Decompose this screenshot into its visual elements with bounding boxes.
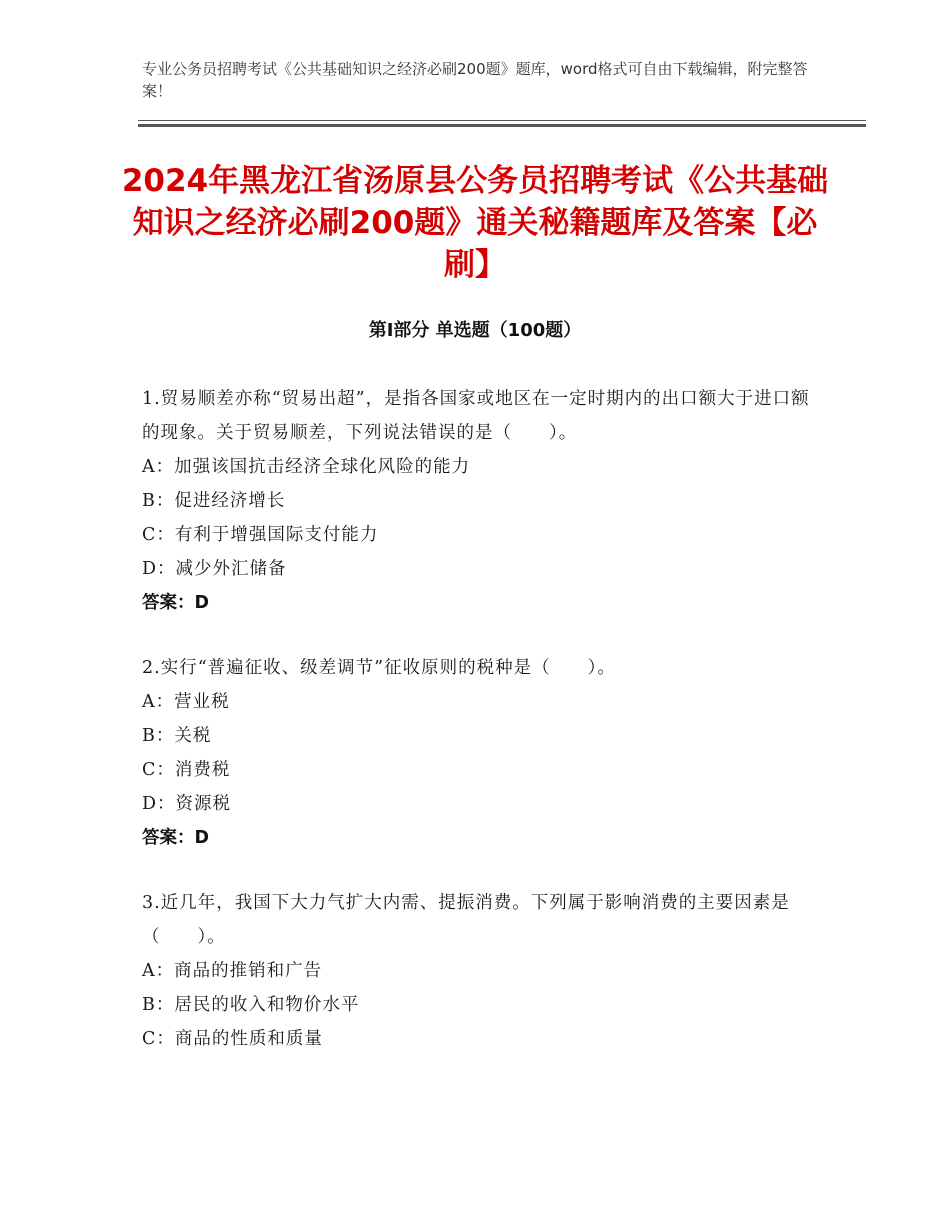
question-text: 2.实行“普遍征收、级差调节”征收原则的税种是（ ）。 (142, 658, 616, 678)
question-3 (142, 886, 812, 1056)
question-1 (142, 382, 812, 620)
answer: 答案：D (142, 593, 210, 613)
option-c: C：有利于增强国际支付能力 (142, 525, 379, 545)
question-list (142, 382, 812, 1087)
option-d: D：资源税 (142, 794, 232, 814)
header-divider-thin (138, 120, 866, 121)
answer: 答案：D (142, 828, 210, 848)
option-a: A：营业税 (142, 692, 230, 712)
option-b: B：关税 (142, 726, 212, 746)
option-b: B：促进经济增长 (142, 491, 286, 511)
section-title: 第I部分 单选题（100题） (368, 320, 582, 341)
option-c: C：商品的性质和质量 (142, 1029, 323, 1049)
document-title: 2024年黑龙江省汤原县公务员招聘考试《公共基础知识之经济必刷200题》通关秘籍题库及答案【必刷】 (121, 163, 829, 283)
header-divider-thick (138, 124, 866, 127)
option-a: A：加强该国抗击经济全球化风险的能力 (142, 457, 471, 477)
question-2 (142, 651, 812, 855)
option-b: B：居民的收入和物价水平 (142, 995, 360, 1015)
header-note: 专业公务员招聘考试《公共基础知识之经济必刷200题》题库，word格式可自由下载编辑，附完整答案！ (142, 60, 808, 100)
question-text: 1.贸易顺差亦称“贸易出超”，是指各国家或地区在一定时期内的出口额大于进口额的现象。关于贸易顺差，下列说法错误的是（ ）。 (142, 389, 810, 443)
option-c: C：消费税 (142, 760, 231, 780)
question-text: 3.近几年，我国下大力气扩大内需、提振消费。下列属于影响消费的主要因素是（ ）。 (142, 893, 790, 947)
option-a: A：商品的推销和广告 (142, 961, 323, 981)
option-d: D：减少外汇储备 (142, 559, 287, 579)
